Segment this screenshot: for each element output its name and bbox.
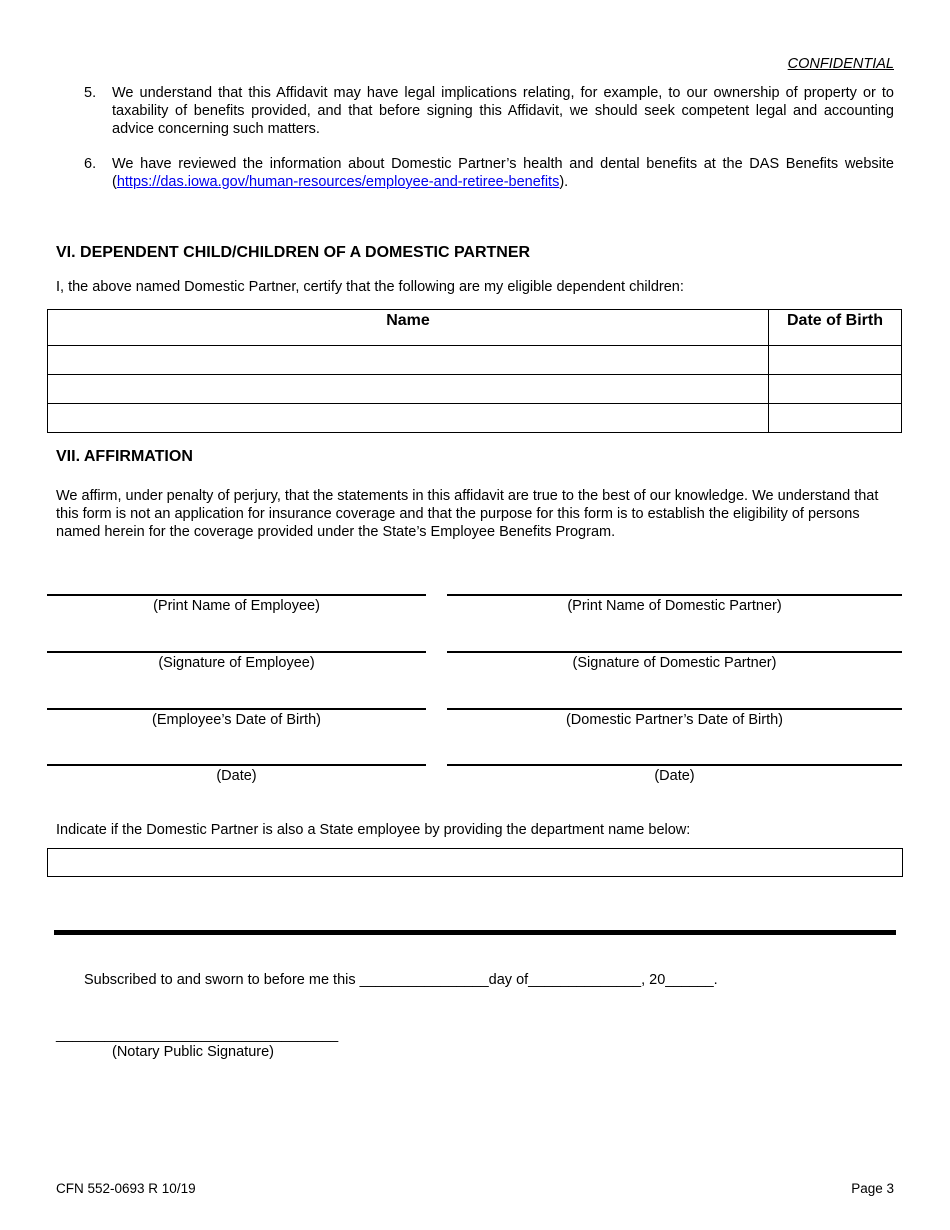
item-text	[112, 155, 894, 191]
employee-dob-line[interactable]	[47, 708, 426, 710]
child-name-cell[interactable]	[48, 375, 769, 404]
item-text: We understand that this Affidavit may have legal implications relating, for example, to our ownership of property or to taxability of benefits provided, and that before signing this Affidavit, we should seek competent legal and accounting advice concerning such matters.	[112, 85, 894, 137]
page-number: Page 3	[851, 1181, 894, 1196]
child-dob-cell[interactable]	[769, 375, 902, 404]
notary-sworn-statement: Subscribed to and sworn to before me this ________________day of______________, 20______.	[84, 972, 718, 988]
partner-signature-label: (Signature of Domestic Partner)	[572, 655, 777, 671]
partner-dob-label: (Domestic Partner’s Date of Birth)	[565, 712, 784, 728]
item-text-before: We have reviewed the information about Domestic Partner’s health and dental benefits at the DAS Benefits website (	[112, 156, 894, 190]
section-divider	[54, 930, 896, 935]
partner-print-name-label: (Print Name of Domestic Partner)	[567, 598, 782, 614]
confidential-label: CONFIDENTIAL	[787, 56, 894, 72]
item-text-after: ).	[559, 174, 569, 190]
partner-date-label: (Date)	[654, 768, 695, 784]
notary-signature-label: (Notary Public Signature)	[112, 1044, 274, 1060]
employee-print-name-line[interactable]	[47, 594, 426, 596]
table-row	[48, 404, 902, 433]
employee-print-name-label: (Print Name of Employee)	[153, 598, 320, 614]
employee-date-line[interactable]	[47, 764, 426, 766]
dependents-table	[47, 309, 902, 433]
list-item	[84, 155, 894, 191]
child-name-cell[interactable]	[48, 346, 769, 375]
employee-signature-label: (Signature of Employee)	[158, 655, 315, 671]
table-header-row	[48, 310, 902, 346]
employee-dob-label: (Employee’s Date of Birth)	[152, 712, 321, 728]
list-item	[84, 84, 894, 138]
department-name-field[interactable]	[47, 848, 903, 877]
table-row	[48, 375, 902, 404]
partner-print-name-line[interactable]	[447, 594, 902, 596]
partner-dob-line[interactable]	[447, 708, 902, 710]
section-title-dependents: VI. DEPENDENT CHILD/CHILDREN OF A DOMESTIC PARTNER	[56, 244, 531, 261]
table-row	[48, 346, 902, 375]
column-header-dob: Date of Birth	[769, 310, 902, 346]
form-id: CFN 552-0693 R 10/19	[56, 1181, 196, 1196]
notary-signature-line[interactable]: ___________________________________	[56, 1027, 339, 1043]
das-benefits-link[interactable]: https://das.iowa.gov/human-resources/employee-and-retiree-benefits	[116, 174, 560, 190]
section-title-affirmation: VII. AFFIRMATION	[56, 448, 193, 465]
partner-date-line[interactable]	[447, 764, 902, 766]
column-header-name: Name	[48, 310, 769, 346]
dependents-intro: I, the above named Domestic Partner, certify that the following are my eligible dependent children:	[56, 279, 684, 295]
partner-signature-line[interactable]	[447, 651, 902, 653]
item-number: 5.	[84, 85, 97, 101]
affirmation-text: We affirm, under penalty of perjury, that the statements in this affidavit are true to the best of our knowledge. We understand that this form is not an application for insurance coverage and that the purpose for this form is to establish the eligibility of persons named herein for the coverage provided under the State’s Employee Benefits Program.	[56, 488, 879, 540]
child-name-cell[interactable]	[48, 404, 769, 433]
department-prompt: Indicate if the Domestic Partner is also a State employee by providing the department name below:	[56, 822, 691, 838]
item-number: 6.	[84, 156, 97, 172]
employee-signature-line[interactable]	[47, 651, 426, 653]
child-dob-cell[interactable]	[769, 404, 902, 433]
employee-date-label: (Date)	[216, 768, 257, 784]
child-dob-cell[interactable]	[769, 346, 902, 375]
